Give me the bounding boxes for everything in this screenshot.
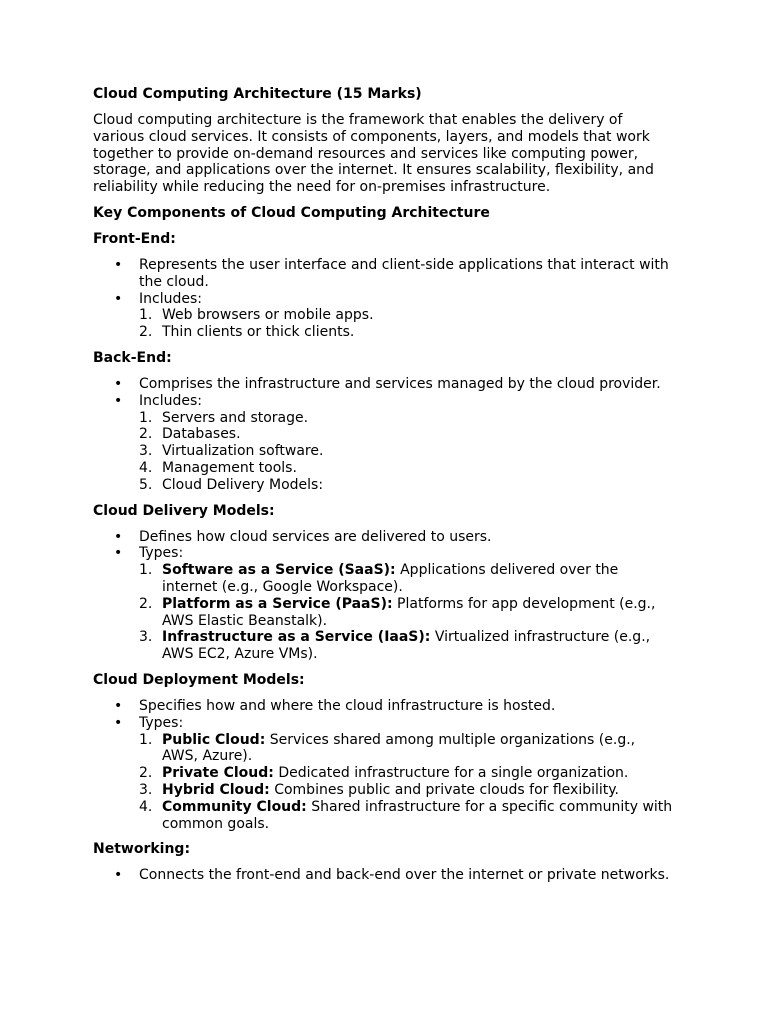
numbered-item: 1. Servers and storage. [139, 409, 309, 426]
list-item: • Connects the front-end and back-end over the internet or private networks. [93, 867, 673, 884]
numbered-item: 3. Hybrid Cloud: Combines public and private clouds for flexibility. [139, 781, 619, 798]
networking-heading: Networking: [93, 841, 191, 858]
deployment-types [139, 732, 673, 833]
numbered-item: 1. Web browsers or mobile apps. [139, 307, 374, 324]
delivery-models-list [93, 529, 673, 663]
list-item: • Includes: 1. Servers and storage. 2. Databases. 3. Virtualization software. 4. Management tools. 5. Cloud Delivery Models: [93, 393, 673, 494]
numbered-item: 2. Thin clients or thick clients. [139, 324, 355, 341]
list-item: • Types: 1. Software as a Service (SaaS): Applications delivered over the internet (e.g., Google Workspace). 2. Platform as a Service (PaaS): Platforms for app development (e.g., AWS Elastic Beanstalk). 3. Infrastructure as a Service (IaaS): Virtualized infrastructure (e.g., AWS EC2, Azure VMs). [93, 545, 673, 663]
deployment-models-heading: Cloud Deployment Models: [93, 671, 305, 688]
deployment-models-list [93, 698, 673, 832]
key-components-heading: Key Components of Cloud Computing Architecture [93, 204, 490, 221]
front-end-heading: Front-End: [93, 230, 176, 247]
back-end-heading: Back-End: [93, 349, 172, 366]
document-title: Cloud Computing Architecture (15 Marks) [93, 86, 422, 102]
front-end-includes [139, 307, 673, 341]
numbered-item: 5. Cloud Delivery Models: [139, 476, 324, 493]
list-item: • Types: 1. Public Cloud: Services shared among multiple organizations (e.g., AWS, Azure). 2. Private Cloud: Dedicated infrastructure for a single organization. 3. Hybrid Cloud: Combines public and private clouds for flexibility. 4. Community Cloud: Shared infrastructure for a specific community with common goals. [93, 715, 673, 833]
list-item: • Defines how cloud services are delivered to users. [93, 529, 673, 546]
front-end-list [93, 257, 673, 341]
list-item: • Specifies how and where the cloud infrastructure is hosted. [93, 698, 673, 715]
document-page [93, 86, 673, 884]
delivery-types [139, 562, 673, 663]
delivery-models-heading: Cloud Delivery Models: [93, 502, 275, 519]
numbered-item: 3. Infrastructure as a Service (IaaS): Virtualized infrastructure (e.g., AWS EC2, Azure VMs). [139, 629, 651, 663]
list-item: • Comprises the infrastructure and services managed by the cloud provider. [93, 376, 673, 393]
numbered-item: 2. Databases. [139, 426, 241, 443]
numbered-item: 1. Public Cloud: Services shared among multiple organizations (e.g., AWS, Azure). [139, 731, 636, 765]
back-end-list [93, 376, 673, 494]
back-end-includes [139, 410, 673, 494]
numbered-item: 2. Platform as a Service (PaaS): Platforms for app development (e.g., AWS Elastic Beanstalk). [139, 595, 656, 629]
numbered-item: 4. Community Cloud: Shared infrastructure for a specific community with common goals. [139, 798, 673, 832]
numbered-item: 3. Virtualization software. [139, 443, 324, 460]
numbered-item: 1. Software as a Service (SaaS): Applications delivered over the internet (e.g., Google Workspace). [139, 562, 619, 595]
numbered-item: 2. Private Cloud: Dedicated infrastructure for a single organization. [139, 765, 629, 782]
numbered-item: 4. Management tools. [139, 459, 297, 476]
list-item: • Represents the user interface and client-side applications that interact with the cloud. [93, 257, 673, 291]
networking-list [93, 867, 673, 884]
intro-paragraph: Cloud computing architecture is the framework that enables the delivery of various cloud services. It consists of components, layers, and models that work together to provide on-demand resources and services like computing power, storage, and applications over the internet. It ensures scalability, flexibility, and reliability while reducing the need for on-premises infrastructure. [93, 112, 654, 196]
list-item: • Includes: 1. Web browsers or mobile apps. 2. Thin clients or thick clients. [93, 291, 673, 341]
